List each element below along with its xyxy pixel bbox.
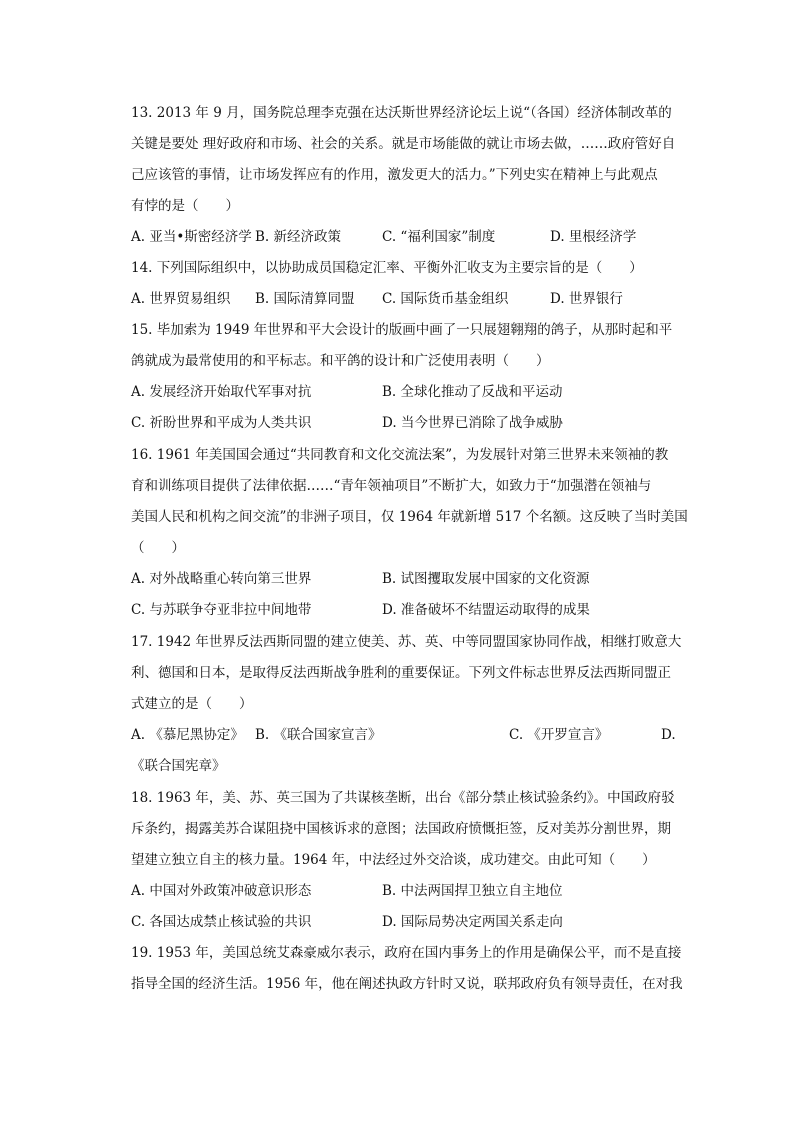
option-d[interactable]: D. 当今世界已消除了战争威胁 [382, 415, 563, 431]
option-d-text[interactable]: 《联合国宪章》 [131, 758, 226, 774]
option-c[interactable]: C. “福利国家”制度 [382, 229, 496, 245]
question-text-line: 18. 1963 年，美、苏、英三国为了共谋核垄断，出台《部分禁止核试验条约》。中国政府驳 [131, 790, 675, 806]
question-text-line: 16. 1961 年美国国会通过“共同教育和文化交流法案”，为发展针对第三世界未来领袖的教 [131, 447, 669, 463]
question-text-line: 有悖的是（ ） [131, 198, 239, 214]
options-16-row-1 [131, 564, 693, 595]
options-17-row-1 [131, 720, 693, 751]
option-a[interactable]: A. 对外战略重心转向第三世界 [131, 571, 312, 587]
option-d[interactable]: D. 准备破坏不结盟运动取得的成果 [382, 602, 590, 618]
option-d[interactable]: D. [661, 727, 676, 743]
option-b[interactable]: B. 中法两国捍卫独立自主地位 [382, 883, 563, 899]
option-c[interactable]: C. 各国达成禁止核试验的共识 [131, 914, 312, 930]
option-a[interactable]: A. 亚当•斯密经济学 [131, 229, 252, 245]
option-b[interactable]: B. 《联合国家宣言》 [255, 727, 382, 743]
question-text-line: 关键是要处 理好政府和市场、社会的关系。就是市场能做的就让市场去做，……政府管好自 [131, 136, 676, 152]
question-text-line: 鸽就成为最常使用的和平标志。和平鸽的设计和广泛使用表明（ ） [131, 353, 550, 369]
question-text-line: 15. 毕加索为 1949 年世界和平大会设计的版画中画了一只展翅翱翔的鸽子，从那时起和平 [131, 322, 673, 338]
question-text-line: 19. 1953 年，美国总统艾森豪威尔表示，政府在国内事务上的作用是确保公平，而不是直接 [131, 945, 682, 961]
option-b[interactable]: B. 全球化推动了反战和平运动 [382, 384, 563, 400]
question-text-line: 美国人民和机构之间交流”的非洲子项目，仅 1964 年就新增 517 个名额。这反映了当时美国 [131, 509, 688, 525]
question-14 [131, 253, 693, 284]
options-15-row-2 [131, 408, 693, 439]
question-19 [131, 938, 693, 1000]
option-c[interactable]: C. 《开罗宣言》 [509, 727, 609, 743]
option-a[interactable]: A. 中国对外政策冲破意识形态 [131, 883, 312, 899]
option-d[interactable]: D. 国际局势决定两国关系走向 [382, 914, 563, 930]
option-b[interactable]: B. 试图攫取发展中国家的文化资源 [382, 571, 590, 587]
question-text-line: 式建立的是（ ） [131, 696, 253, 712]
question-text-line: 利、德国和日本，是取得反法西斯战争胜利的重要保证。下列文件标志世界反法西斯同盟正 [131, 665, 671, 681]
option-c[interactable]: C. 与苏联争夺亚非拉中间地带 [131, 602, 312, 618]
option-b[interactable]: B. 国际清算同盟 [255, 291, 355, 307]
question-text-line: 己应该管的事情，让市场发挥应有的作用，激发更大的活力。”下列史实在精神上与此观点 [131, 167, 658, 183]
question-text-line: （ ） [131, 540, 185, 556]
option-d[interactable]: D. 里根经济学 [550, 229, 637, 245]
option-c[interactable]: C. 国际货币基金组织 [382, 291, 509, 307]
option-a[interactable]: A. 世界贸易组织 [131, 291, 231, 307]
options-18-row-2 [131, 907, 693, 938]
option-b[interactable]: B. 新经济政策 [255, 229, 342, 245]
question-text-line: 14. 下列国际组织中，以协助成员国稳定汇率、平衡外汇收支为主要宗旨的是（ ） [131, 260, 643, 276]
question-text-line: 13. 2013 年 9 月，国务院总理李克强在达沃斯世界经济论坛上说“（各国）经济体制改革的 [131, 105, 672, 121]
options-18-row-1 [131, 876, 693, 907]
options-13 [131, 222, 693, 253]
question-text-line: 17. 1942 年世界反法西斯同盟的建立使美、苏、英、中等同盟国家协同作战，相继打败意大 [131, 634, 682, 650]
question-text-line: 斥条约，揭露美苏合谋阻挠中国核诉求的意图；法国政府愤慨拒签，反对美苏分割世界，期 [131, 821, 671, 837]
question-text-line: 育和训练项目提供了法律依据……“青年领袖项目”不断扩大，如致力于“加强潜在领袖与 [131, 478, 652, 494]
option-c[interactable]: C. 祈盼世界和平成为人类共识 [131, 415, 312, 431]
options-16-row-2 [131, 595, 693, 626]
question-15 [131, 315, 693, 377]
question-text-line: 指导全国的经济生活。1956 年，他在阐述执政方针时又说，联邦政府负有领导责任，在对我 [131, 976, 683, 992]
option-a[interactable]: A. 《慕尼黑协定》 [131, 727, 244, 743]
question-text-line: 望建立独立自主的核力量。1964 年，中法经过外交洽谈，成功建交。由此可知（ ） [131, 852, 656, 868]
options-17-row-2 [131, 751, 693, 782]
options-15-row-1 [131, 377, 693, 408]
option-d[interactable]: D. 世界银行 [550, 291, 623, 307]
question-17 [131, 627, 693, 720]
question-16 [131, 440, 693, 564]
options-14 [131, 284, 693, 315]
option-a[interactable]: A. 发展经济开始取代军事对抗 [131, 384, 312, 400]
question-18 [131, 783, 693, 876]
question-13 [131, 98, 693, 222]
